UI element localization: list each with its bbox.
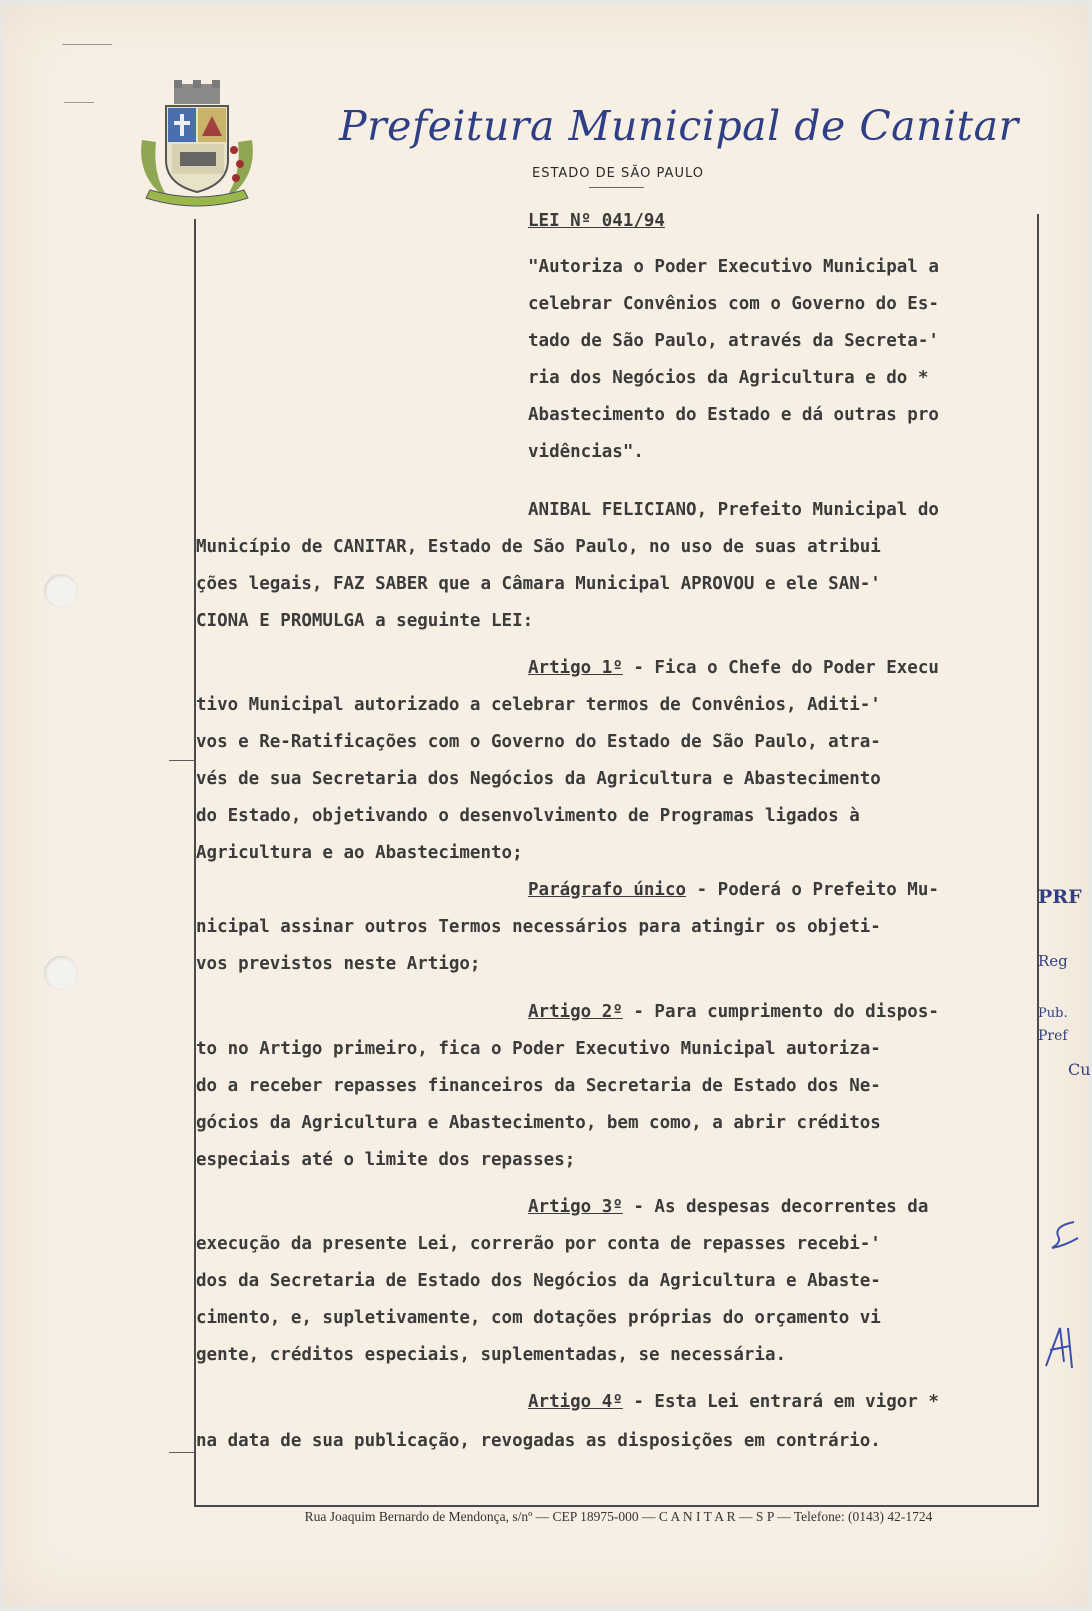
- margin-tick: [169, 1452, 195, 1453]
- article-3-label: Artigo 3º: [528, 1197, 623, 1217]
- punch-hole-top: [44, 574, 78, 608]
- paragraph-unique-line: nicipal assinar outros Termos necessários para atingir os objeti-: [196, 917, 881, 937]
- article-1-line: tivo Municipal autorizado a celebrar termos de Convênios, Aditi-': [196, 695, 881, 715]
- paragraph-unique-heading: [528, 879, 939, 901]
- article-4-heading: [528, 1391, 939, 1413]
- summary-line: "Autoriza o Poder Executivo Municipal a: [528, 257, 939, 277]
- margin-tick: [64, 102, 94, 103]
- preamble-line: Município de CANITAR, Estado de São Paulo, no uso de suas atribui: [196, 537, 881, 557]
- article-1-label: Artigo 1º: [528, 658, 623, 678]
- article-2-line: do a receber repasses financeiros da Secretaria de Estado dos Ne-: [196, 1076, 881, 1096]
- article-2-heading: [528, 1001, 939, 1023]
- summary-line: celebrar Convênios com o Governo do Es-: [528, 294, 939, 314]
- article-2-heading-rest: - Para cumprimento do dispos-: [622, 1002, 939, 1022]
- article-3-line: dos da Secretaria de Estado dos Negócios da Agricultura e Abaste-: [196, 1271, 881, 1291]
- coat-of-arms-icon: [132, 80, 262, 214]
- stamp-fragment: Reg: [1038, 952, 1068, 970]
- article-4-heading-rest: - Esta Lei entrará em vigor *: [622, 1392, 939, 1412]
- margin-tick: [62, 44, 112, 45]
- article-2-label: Artigo 2º: [528, 1002, 623, 1022]
- article-3-heading: [528, 1196, 928, 1218]
- summary-line: Abastecimento do Estado e dá outras pro: [528, 405, 939, 425]
- margin-line-right: [1037, 214, 1039, 1507]
- summary-line: vidências".: [528, 442, 644, 462]
- punch-hole-bottom: [44, 956, 78, 990]
- article-4-label: Artigo 4º: [528, 1392, 623, 1412]
- law-number: LEI Nº 041/94: [528, 211, 665, 231]
- stamp-fragment: PRF: [1038, 886, 1082, 908]
- article-1-heading: [528, 657, 939, 679]
- stamp-fragment: Pub.: [1038, 1006, 1068, 1021]
- letterhead-state: ESTADO DE SÃO PAULO: [532, 166, 704, 181]
- article-2-line: to no Artigo primeiro, fica o Poder Executivo Municipal autoriza-: [196, 1039, 881, 1059]
- article-1-line: vés de sua Secretaria dos Negócios da Agricultura e Abastecimento: [196, 769, 881, 789]
- footer-address: Rua Joaquim Bernardo de Mendonça, s/nº — CEP 18975-000 — C A N I T A R — S P — Telefone: (0143) 42-1724: [304, 1509, 933, 1524]
- article-1-heading-rest: - Fica o Chefe do Poder Execu: [622, 658, 939, 678]
- article-2-line: especiais até o limite dos repasses;: [196, 1150, 576, 1170]
- stamp-fragment: Cu: [1068, 1060, 1091, 1079]
- article-3-line: gente, créditos especiais, suplementadas, se necessária.: [196, 1345, 787, 1365]
- paragraph-unique-heading-rest: - Poderá o Prefeito Mu-: [686, 880, 939, 900]
- article-3-line: cimento, e, supletivamente, com dotações próprias do orçamento vi: [196, 1308, 881, 1328]
- letterhead-title: Prefeitura Municipal de Canitar: [339, 102, 1019, 150]
- stamp-fragment: Pref: [1038, 1028, 1068, 1044]
- paragraph-unique-line: vos previstos neste Artigo;: [196, 954, 481, 974]
- margin-tick: [169, 760, 195, 761]
- article-1-line: vos e Re-Ratificações com o Governo do Estado de São Paulo, atra-: [196, 732, 881, 752]
- document-page: [4, 6, 1091, 1604]
- paragraph-unique-label: Parágrafo único: [528, 880, 687, 900]
- preamble-line: ANIBAL FELICIANO, Prefeito Municipal do: [528, 500, 939, 520]
- preamble-line: ções legais, FAZ SABER que a Câmara Municipal APROVOU e ele SAN-': [196, 574, 881, 594]
- summary-line: tado de São Paulo, através da Secreta-': [528, 331, 939, 351]
- article-3-line: execução da presente Lei, correrão por conta de repasses recebi-': [196, 1234, 881, 1254]
- article-2-line: gócios da Agricultura e Abastecimento, bem como, a abrir créditos: [196, 1113, 881, 1133]
- article-4-line: na data de sua publicação, revogadas as disposições em contrário.: [196, 1431, 881, 1451]
- letterhead-rule: [589, 187, 644, 188]
- summary-line: ria dos Negócios da Agricultura e do *: [528, 368, 929, 388]
- preamble-line: CIONA E PROMULGA a seguinte LEI:: [196, 611, 534, 631]
- article-1-line: do Estado, objetivando o desenvolvimento de Programas ligados à: [196, 806, 860, 826]
- handwritten-signature-icon: [1040, 1322, 1084, 1372]
- article-3-heading-rest: - As despesas decorrentes da: [622, 1197, 929, 1217]
- handwritten-initial-icon: [1044, 1216, 1084, 1256]
- margin-line-bottom: [194, 1505, 1039, 1507]
- article-1-line: Agricultura e ao Abastecimento;: [196, 843, 523, 863]
